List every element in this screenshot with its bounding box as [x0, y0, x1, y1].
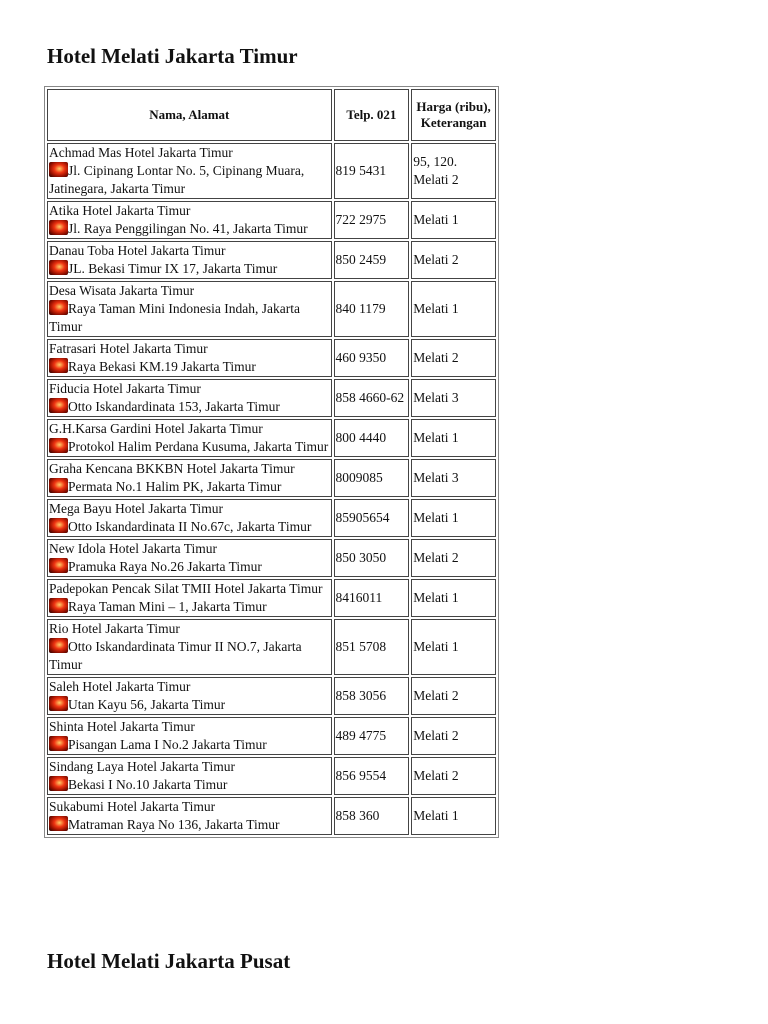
hotel-price-notes: Melati 1	[411, 579, 496, 617]
hotel-name-address-cell	[47, 579, 332, 617]
hotel-price-notes: Melati 2	[411, 677, 496, 715]
hotel-telephone: 8009085	[334, 459, 410, 497]
hotel-name[interactable]: Saleh Hotel Jakarta Timur	[49, 679, 191, 694]
hotel-address	[49, 260, 330, 278]
table-row	[47, 579, 496, 617]
hotel-price-notes: Melati 1	[411, 201, 496, 239]
hotel-address-text: Jl. Raya Penggilingan No. 41, Jakarta Timur	[68, 221, 308, 236]
hotel-address-text: Utan Kayu 56, Jakarta Timur	[68, 697, 226, 712]
hotel-telephone: 460 9350	[334, 339, 410, 377]
hotel-address	[49, 518, 330, 536]
hotel-address	[49, 478, 330, 496]
hotel-name[interactable]: Achmad Mas Hotel Jakarta Timur	[49, 145, 233, 160]
hotel-price-notes: Melati 2	[411, 539, 496, 577]
hotel-bullet-icon	[49, 220, 68, 235]
table-row	[47, 677, 496, 715]
table-row	[47, 459, 496, 497]
hotel-bullet-icon	[49, 598, 68, 613]
hotel-price-notes: Melati 2	[411, 241, 496, 279]
hotel-table	[44, 86, 499, 838]
hotel-address-text: Protokol Halim Perdana Kusuma, Jakarta Timur	[68, 439, 329, 454]
hotel-address-text: Pramuka Raya No.26 Jakarta Timur	[68, 559, 262, 574]
hotel-price-notes: 95, 120. Melati 2	[411, 143, 496, 199]
hotel-bullet-icon	[49, 558, 68, 573]
hotel-name[interactable]: Fatrasari Hotel Jakarta Timur	[49, 341, 208, 356]
hotel-price-notes: Melati 2	[411, 339, 496, 377]
hotel-address-text: Permata No.1 Halim PK, Jakarta Timur	[68, 479, 282, 494]
hotel-address	[49, 162, 330, 198]
hotel-price-notes: Melati 1	[411, 499, 496, 537]
hotel-name[interactable]: Desa Wisata Jakarta Timur	[49, 283, 195, 298]
hotel-address	[49, 638, 330, 674]
hotel-address	[49, 558, 330, 576]
hotel-name[interactable]: Atika Hotel Jakarta Timur	[49, 203, 191, 218]
hotel-address	[49, 776, 330, 794]
hotel-price-notes: Melati 1	[411, 281, 496, 337]
section-title-timur: Hotel Melati Jakarta Timur	[47, 44, 298, 68]
table-row	[47, 201, 496, 239]
table-row	[47, 379, 496, 417]
table-row	[47, 281, 496, 337]
hotel-name[interactable]: New Idola Hotel Jakarta Timur	[49, 541, 217, 556]
header-telephone: Telp. 021	[334, 89, 410, 141]
hotel-address	[49, 398, 330, 416]
hotel-name-address-cell	[47, 797, 332, 835]
table-row	[47, 797, 496, 835]
hotel-bullet-icon	[49, 638, 68, 653]
hotel-address-text: Pisangan Lama I No.2 Jakarta Timur	[68, 737, 267, 752]
hotel-telephone: 85905654	[334, 499, 410, 537]
hotel-address-text: Otto Iskandardinata 153, Jakarta Timur	[68, 399, 280, 414]
hotel-telephone: 856 9554	[334, 757, 410, 795]
hotel-name[interactable]: Sukabumi Hotel Jakarta Timur	[49, 799, 216, 814]
hotel-name-address-cell	[47, 143, 332, 199]
hotel-bullet-icon	[49, 696, 68, 711]
hotel-name[interactable]: Danau Toba Hotel Jakarta Timur	[49, 243, 226, 258]
hotel-name[interactable]: Rio Hotel Jakarta Timur	[49, 621, 180, 636]
hotel-bullet-icon	[49, 478, 68, 493]
hotel-telephone: 858 3056	[334, 677, 410, 715]
hotel-bullet-icon	[49, 300, 68, 315]
hotel-address	[49, 696, 330, 714]
hotel-address-text: Jl. Cipinang Lontar No. 5, Cipinang Muara, Jatinegara, Jakarta Timur	[49, 163, 305, 196]
hotel-name-address-cell	[47, 619, 332, 675]
hotel-bullet-icon	[49, 776, 68, 791]
header-price-notes: Harga (ribu), Keterangan	[411, 89, 496, 141]
hotel-name-address-cell	[47, 677, 332, 715]
hotel-name[interactable]: Shinta Hotel Jakarta Timur	[49, 719, 195, 734]
hotel-address	[49, 438, 330, 456]
hotel-telephone: 850 3050	[334, 539, 410, 577]
table-row	[47, 757, 496, 795]
hotel-name[interactable]: Mega Bayu Hotel Jakarta Timur	[49, 501, 223, 516]
table-row	[47, 717, 496, 755]
hotel-address	[49, 598, 330, 616]
hotel-telephone: 800 4440	[334, 419, 410, 457]
hotel-bullet-icon	[49, 816, 68, 831]
hotel-telephone: 819 5431	[334, 143, 410, 199]
hotel-address-text: Bekasi I No.10 Jakarta Timur	[68, 777, 228, 792]
header-name-address: Nama, Alamat	[47, 89, 332, 141]
hotel-address-text: JL. Bekasi Timur IX 17, Jakarta Timur	[68, 261, 278, 276]
table-row	[47, 619, 496, 675]
hotel-telephone: 858 360	[334, 797, 410, 835]
hotel-telephone: 8416011	[334, 579, 410, 617]
hotel-price-notes: Melati 1	[411, 797, 496, 835]
hotel-name-address-cell	[47, 757, 332, 795]
hotel-price-notes: Melati 3	[411, 379, 496, 417]
hotel-name-address-cell	[47, 419, 332, 457]
hotel-price-notes: Melati 2	[411, 717, 496, 755]
hotel-bullet-icon	[49, 518, 68, 533]
hotel-name[interactable]: Graha Kencana BKKBN Hotel Jakarta Timur	[49, 461, 295, 476]
hotel-bullet-icon	[49, 162, 68, 177]
table-header-row	[47, 89, 496, 141]
hotel-address-text: Raya Taman Mini – 1, Jakarta Timur	[68, 599, 267, 614]
table-row	[47, 419, 496, 457]
hotel-telephone: 858 4660-62	[334, 379, 410, 417]
hotel-price-notes: Melati 2	[411, 757, 496, 795]
hotel-name-address-cell	[47, 459, 332, 497]
hotel-name[interactable]: Padepokan Pencak Silat TMII Hotel Jakarta Timur	[49, 581, 323, 596]
hotel-name-address-cell	[47, 379, 332, 417]
hotel-name-address-cell	[47, 717, 332, 755]
hotel-address-text: Raya Taman Mini Indonesia Indah, Jakarta Timur	[49, 301, 300, 334]
hotel-telephone: 851 5708	[334, 619, 410, 675]
hotel-price-notes: Melati 1	[411, 419, 496, 457]
hotel-address-text: Otto Iskandardinata II No.67c, Jakarta Timur	[68, 519, 312, 534]
hotel-price-notes: Melati 3	[411, 459, 496, 497]
hotel-price-notes: Melati 1	[411, 619, 496, 675]
table-row	[47, 143, 496, 199]
hotel-name[interactable]: G.H.Karsa Gardini Hotel Jakarta Timur	[49, 421, 263, 436]
hotel-telephone: 850 2459	[334, 241, 410, 279]
hotel-address	[49, 220, 330, 238]
hotel-name-address-cell	[47, 241, 332, 279]
hotel-address	[49, 358, 330, 376]
hotel-telephone: 840 1179	[334, 281, 410, 337]
hotel-address	[49, 816, 330, 834]
table-row	[47, 339, 496, 377]
hotel-name[interactable]: Sindang Laya Hotel Jakarta Timur	[49, 759, 235, 774]
hotel-telephone: 489 4775	[334, 717, 410, 755]
hotel-name-address-cell	[47, 499, 332, 537]
hotel-address-text: Raya Bekasi KM.19 Jakarta Timur	[68, 359, 256, 374]
hotel-bullet-icon	[49, 398, 68, 413]
section-title-pusat: Hotel Melati Jakarta Pusat	[47, 949, 291, 973]
hotel-bullet-icon	[49, 358, 68, 373]
hotel-address-text: Otto Iskandardinata Timur II NO.7, Jakarta Timur	[49, 639, 302, 672]
table-row	[47, 539, 496, 577]
hotel-address	[49, 736, 330, 754]
hotel-address-text: Matraman Raya No 136, Jakarta Timur	[68, 817, 280, 832]
hotel-name-address-cell	[47, 281, 332, 337]
table-row	[47, 499, 496, 537]
table-row	[47, 241, 496, 279]
hotel-name-address-cell	[47, 201, 332, 239]
hotel-bullet-icon	[49, 438, 68, 453]
hotel-name-address-cell	[47, 539, 332, 577]
hotel-name-address-cell	[47, 339, 332, 377]
hotel-bullet-icon	[49, 736, 68, 751]
hotel-telephone: 722 2975	[334, 201, 410, 239]
hotel-address	[49, 300, 330, 336]
hotel-name[interactable]: Fiducia Hotel Jakarta Timur	[49, 381, 201, 396]
hotel-bullet-icon	[49, 260, 68, 275]
